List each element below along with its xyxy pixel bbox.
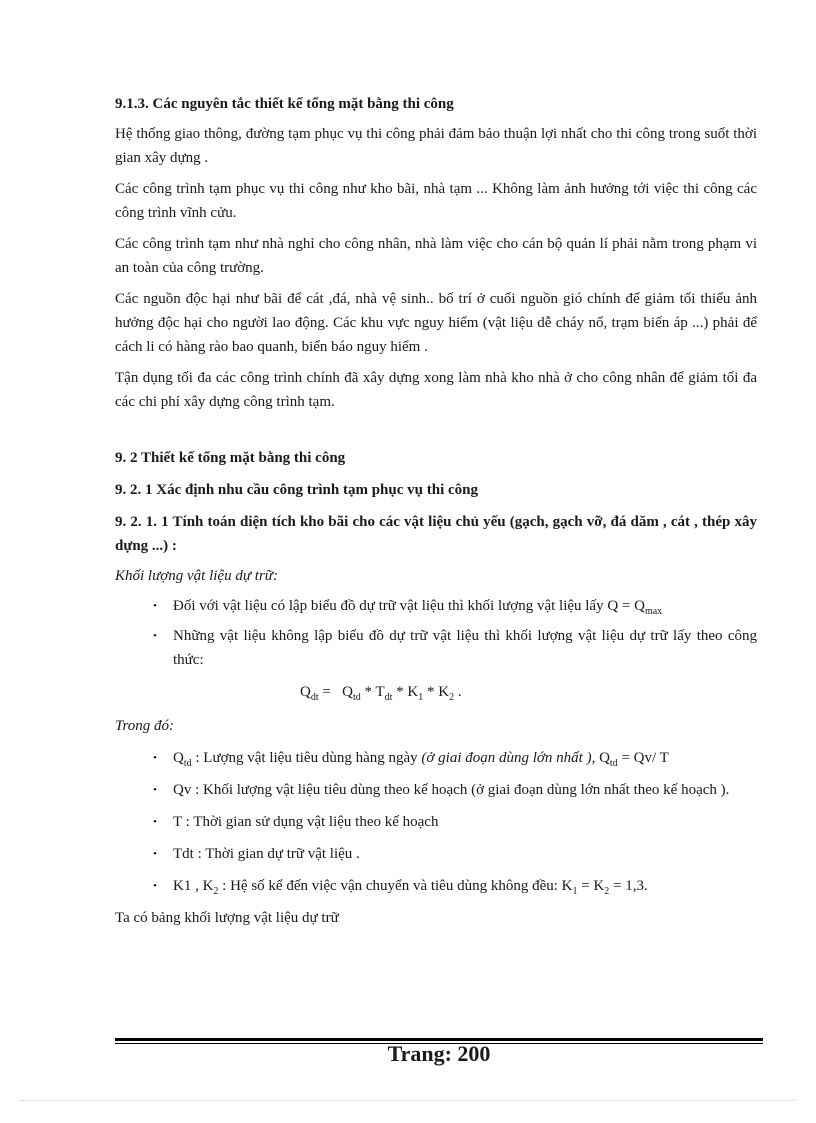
paragraph-reuse: Tận dụng tối đa các công trình chính đã xây dựng xong làm nhà kho nhà ở cho công nhân để giảm tối đa các chi phí xây dựng công trình tạm.: [115, 370, 757, 410]
section-heading-9-2: 9. 2 Thiết kế tổng mặt bằng thi công: [115, 450, 346, 466]
closing-sentence: Ta có bảng khối lượng vật liệu dự trữ: [115, 910, 339, 926]
paragraph-rest-houses: Các công trình tạm như nhà nghỉ cho công nhân, nhà làm việc cho cán bộ quản lí phải nằm trong phạm vi an toàn của công trường.: [115, 236, 757, 276]
paragraph-traffic: Hệ thống giao thông, đường tạm phục vụ thi công phải đảm bảo thuận lợi nhất cho thi công trong suốt thời gian xây dựng .: [115, 126, 757, 166]
where-label: Trong đó:: [115, 718, 175, 734]
subsection-heading-9-2-1: 9. 2. 1 Xác định nhu cầu công trình tạm phục vụ thi công: [115, 482, 478, 498]
list-item: • T : Thời gian sử dụng vật liệu theo kế hoạch: [115, 810, 757, 834]
reserve-formula: $Q_{dt} = Q_{td} * T_{dt} * K_1 * K_2$ .: [300, 684, 462, 703]
subsubsection-heading-9-2-1-1: 9. 2. 1. 1 Tính toán diện tích kho bãi cho các vật liệu chủ yếu (gạch, gạch vỡ, đá dăm , cát , thép xây dựng ...) :: [115, 514, 757, 554]
definition-bullets: [115, 746, 757, 898]
paragraph-temporary-works: Các công trình tạm phục vụ thi công như kho bãi, nhà tạm ... Không làm ảnh hưởng tới việc thi công các công trình vĩnh cửu.: [115, 181, 757, 221]
paragraph-hazards: Các nguồn độc hại như bãi để cát ,đá, nhà vệ sinh.. bố trí ở cuối nguồn gió chính để giảm tối thiểu ảnh hưởng độc hại cho người lao động. Các khu vực nguy hiểm (vật liệu dễ cháy nổ, trạm biến áp ...) phải để cách li có hàng rào bao quanh, biển báo nguy hiểm .: [115, 291, 757, 355]
page-number: Trang: 200: [387, 1041, 491, 1066]
list-item: • Tdt : Thời gian dự trữ vật liệu .: [115, 842, 757, 866]
section-heading-9-1-3: 9.1.3. Các nguyên tắc thiết kế tổng mặt bằng thi công: [115, 96, 454, 112]
page-content: [115, 92, 757, 930]
list-item: • Đối với vật liệu có lập biểu đồ dự trữ vật liệu thì khối lượng vật liệu lấy $Q = Q_{max}$: [115, 594, 757, 618]
reserve-label: Khối lượng vật liệu dự trữ:: [115, 568, 278, 584]
list-item: • K1 , $K_2$ : Hệ số kể đến việc vận chuyển và tiêu dùng không đều: $K_1 = K_2 = 1,3$.: [115, 874, 757, 898]
bottom-dotted-border: [20, 1100, 796, 1101]
list-item: • Qv : Khối lượng vật liệu tiêu dùng theo kế hoạch (ở giai đoạn dùng lớn nhất theo kế hoạch ).: [115, 778, 757, 802]
list-item: • $Q_{td}$ : Lượng vật liệu tiêu dùng hàng ngày (ở giai đoạn dùng lớn nhất ), $Q_{td} = Qv/$ T: [115, 746, 757, 770]
reserve-bullets: [115, 594, 757, 672]
list-item: • Những vật liệu không lập biểu đồ dự trữ vật liệu thì khối lượng vật liệu dự trữ lấy theo công thức:: [115, 624, 757, 672]
